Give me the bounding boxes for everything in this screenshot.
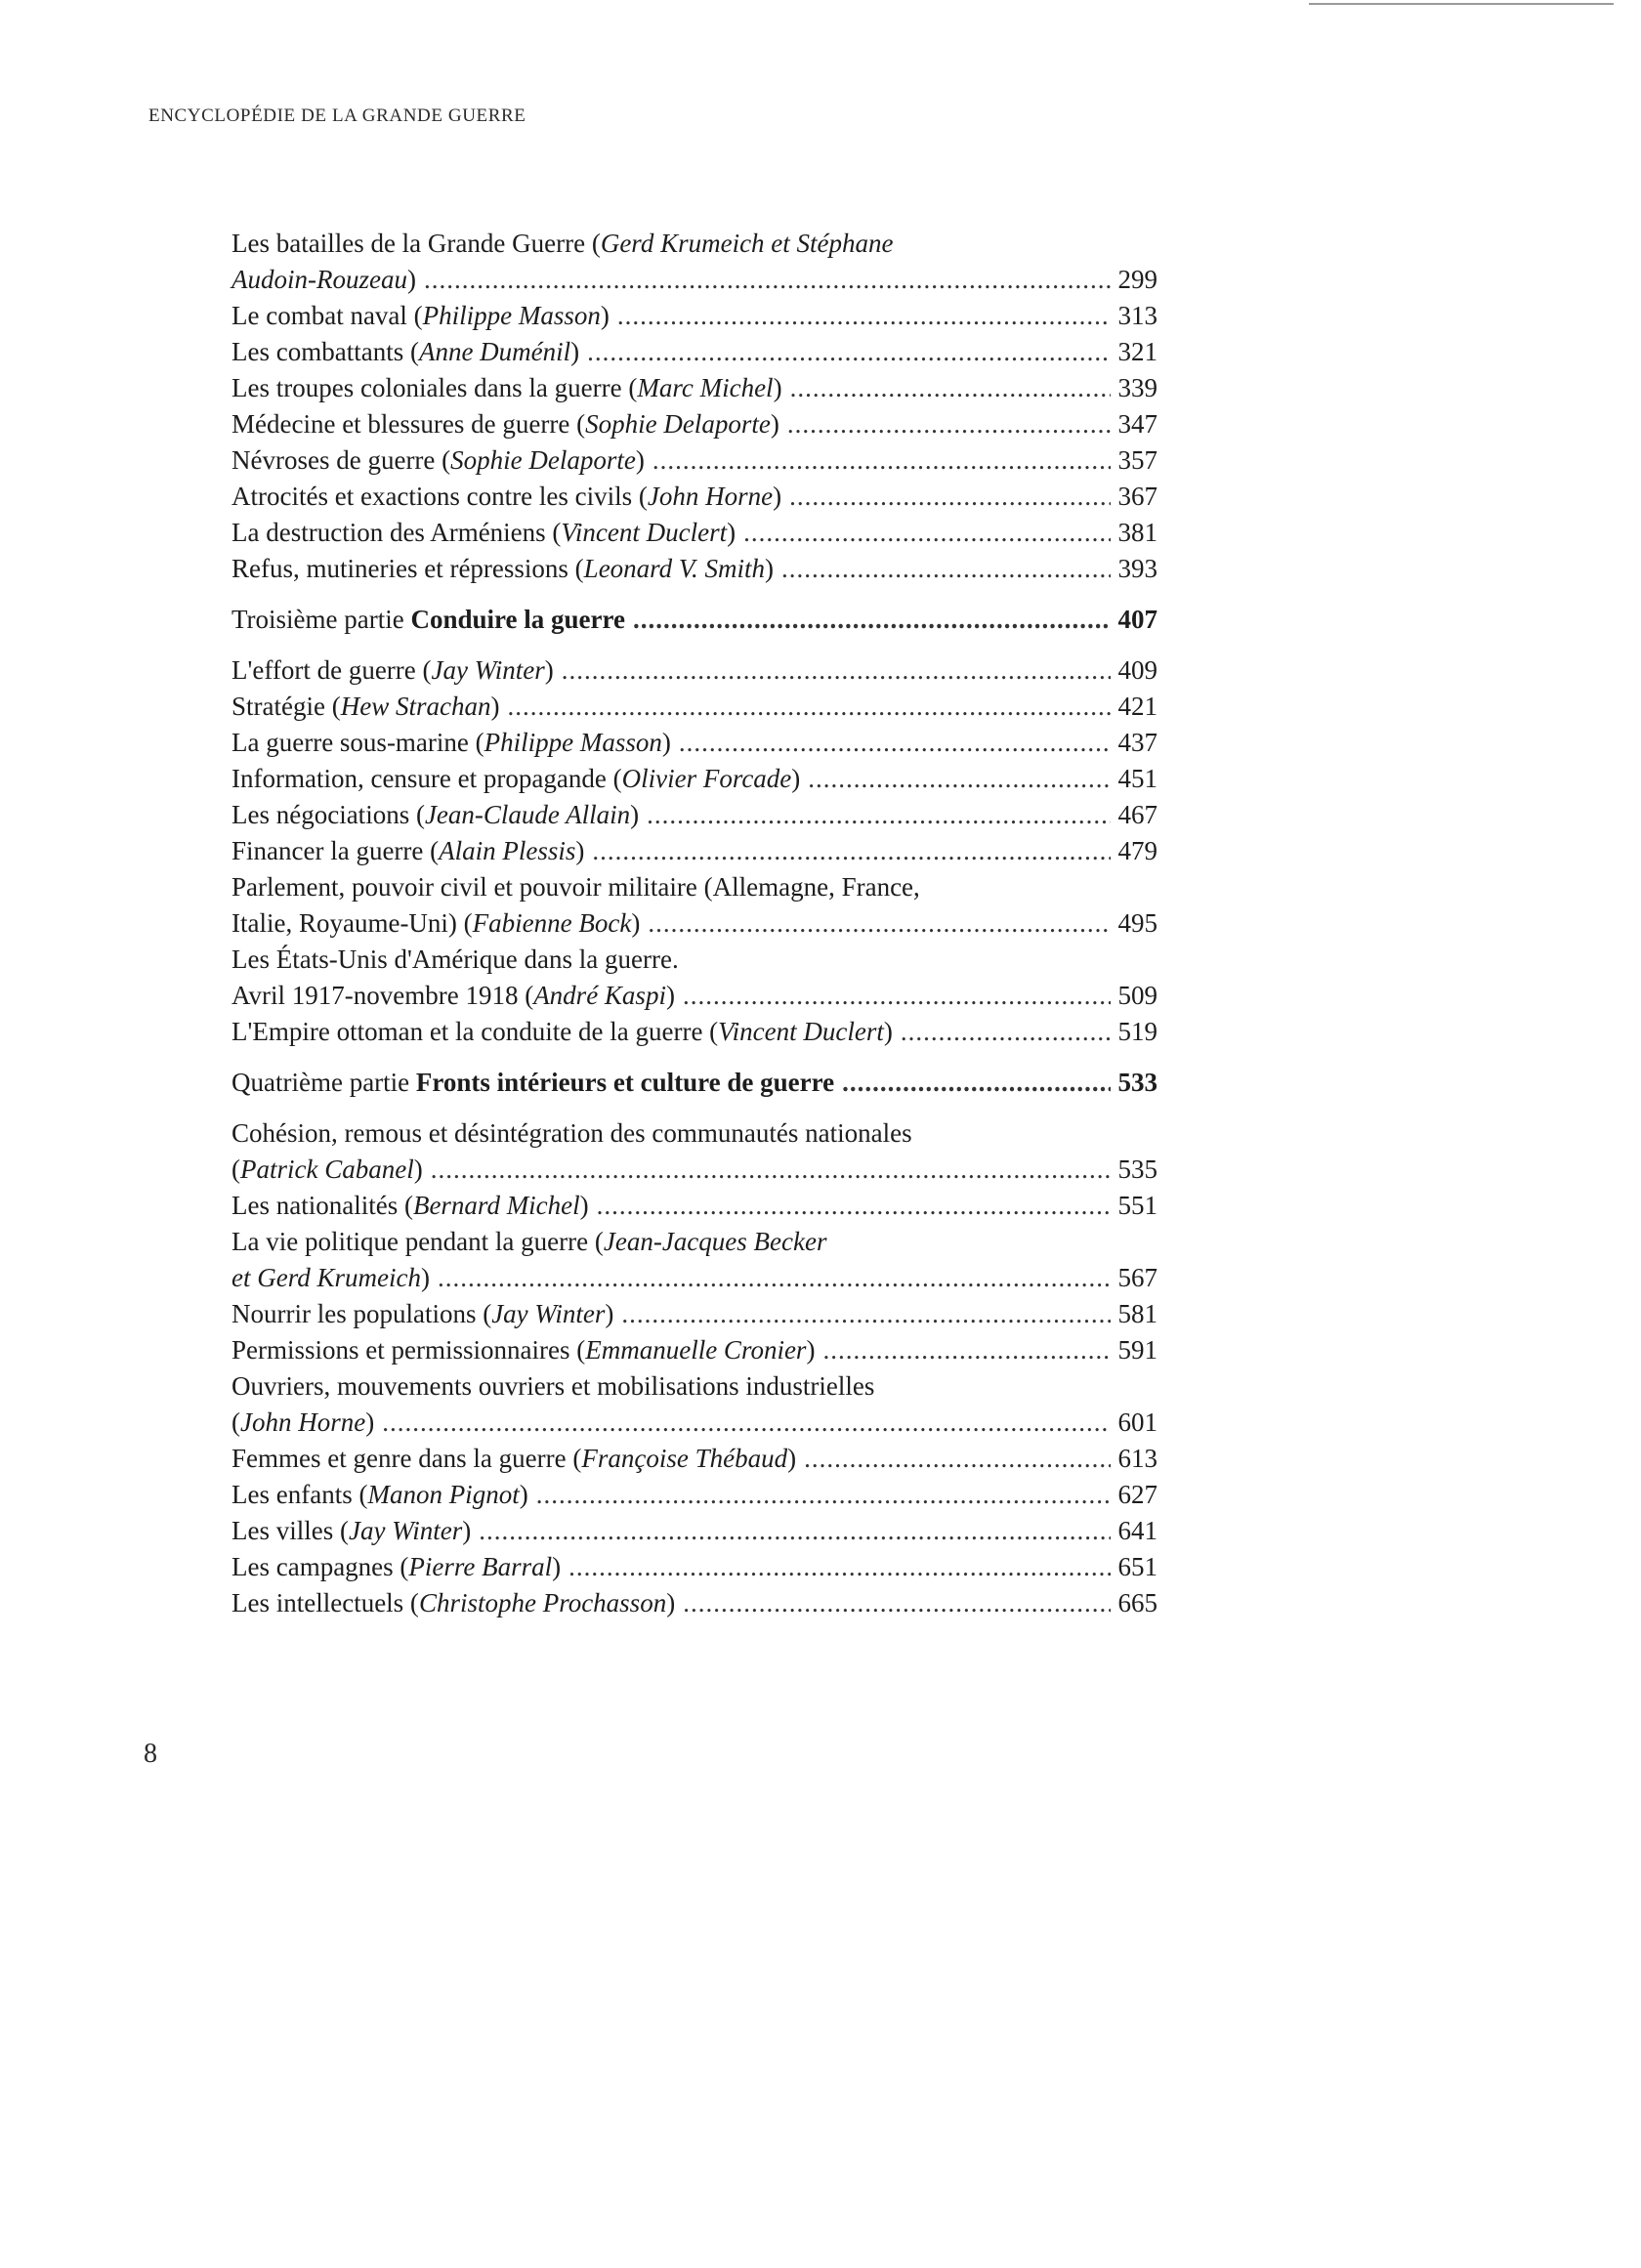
- dot-leader: [743, 515, 1110, 551]
- entry-title: Ouvriers, mouvements ouvriers et mobilisations industrielles: [231, 1371, 875, 1401]
- toc-entry-lead: [231, 551, 774, 587]
- part-title: Fronts intérieurs et culture de guerre: [415, 1068, 835, 1097]
- toc-entry: [231, 442, 1157, 479]
- entry-title: Les négociations (: [231, 800, 425, 829]
- entry-paren: ): [770, 409, 779, 439]
- toc-entry: [231, 479, 1157, 515]
- entry-paren: ): [413, 1155, 423, 1184]
- toc-entry: [231, 833, 1157, 869]
- dot-leader: [587, 334, 1110, 370]
- entry-author: Jay Winter: [491, 1299, 606, 1328]
- dot-leader: [633, 602, 1111, 638]
- toc-entry-lead: [231, 1332, 815, 1368]
- entry-title: Permissions et permissionnaires (: [231, 1335, 586, 1365]
- toc-entry-line: [231, 689, 1157, 725]
- dot-leader: [479, 1513, 1110, 1549]
- toc-entry-line: [231, 1014, 1157, 1050]
- scan-edge-rule: [1309, 3, 1614, 5]
- toc-entry: [231, 1477, 1157, 1513]
- toc-entry-first-line: [231, 942, 1157, 978]
- entry-page-number: 613: [1117, 1444, 1157, 1473]
- toc-entry-line: [231, 978, 1157, 1014]
- entry-page-number: 651: [1117, 1552, 1157, 1581]
- part-heading: [231, 602, 1157, 638]
- entry-page-number: 519: [1117, 1017, 1157, 1046]
- toc-entry-line: [231, 1188, 1157, 1224]
- entry-author: Jean-Jacques Becker: [603, 1227, 827, 1256]
- toc-entry-lead: [231, 262, 416, 298]
- entry-title: Refus, mutineries et répressions (: [231, 554, 584, 583]
- entry-page-number: 381: [1117, 518, 1157, 547]
- toc-entry: [231, 1549, 1157, 1585]
- toc-entry-line: [231, 515, 1157, 551]
- entry-page-number: 467: [1117, 800, 1157, 829]
- toc-entry: [231, 652, 1157, 689]
- toc-entry-lead: [231, 1014, 893, 1050]
- entry-page-number: 591: [1117, 1335, 1157, 1365]
- entry-author: Audoin-Rouzeau: [231, 265, 407, 294]
- dot-leader: [808, 761, 1110, 797]
- toc-entry-line: [231, 406, 1157, 442]
- part-page-number: 533: [1117, 1068, 1157, 1097]
- toc-entry-lead: [231, 797, 639, 833]
- toc-entry-line: [231, 370, 1157, 406]
- toc-entry-line: [231, 797, 1157, 833]
- toc-entry-lead: [231, 689, 499, 725]
- toc-entry-lead: [231, 334, 579, 370]
- toc-entry-lead: [231, 515, 736, 551]
- entry-paren: ): [406, 265, 416, 294]
- part-heading-lead: [231, 1065, 834, 1101]
- entry-page-number: 495: [1117, 908, 1157, 938]
- entry-paren: ): [552, 1552, 562, 1581]
- entry-author: Jay Winter: [348, 1516, 463, 1545]
- entry-page-number: 665: [1117, 1588, 1157, 1617]
- entry-title: Parlement, pouvoir civil et pouvoir militaire (Allemagne, France,: [231, 872, 920, 902]
- dot-leader: [592, 833, 1110, 869]
- entry-author: Anne Duménil: [418, 337, 571, 366]
- entry-author: Manon Pignot: [367, 1480, 520, 1509]
- toc-entry-first-line: [231, 1368, 1157, 1405]
- dot-leader: [804, 1441, 1110, 1477]
- toc-entry: [231, 1368, 1157, 1441]
- toc-entry-lead: [231, 833, 584, 869]
- part-heading-line: [231, 1065, 1157, 1101]
- toc-entry-lead: [231, 442, 645, 479]
- toc-entry-line: [231, 833, 1157, 869]
- dot-leader: [652, 442, 1111, 479]
- entry-page-number: 567: [1117, 1263, 1157, 1292]
- entry-page-number: 339: [1117, 373, 1157, 402]
- toc-entry-line: [231, 652, 1157, 689]
- dot-leader: [431, 1152, 1111, 1188]
- toc-entry-line: [231, 298, 1157, 334]
- entry-page-number: 357: [1117, 445, 1157, 475]
- entry-page-number: 479: [1117, 836, 1157, 865]
- entry-page-number: 581: [1117, 1299, 1157, 1328]
- part-title: Conduire la guerre: [410, 605, 625, 634]
- entry-page-number: 299: [1117, 265, 1157, 294]
- entry-author: John Horne: [240, 1407, 366, 1437]
- toc-entry-lead: [231, 1260, 430, 1296]
- toc-entry: [231, 1441, 1157, 1477]
- entry-paren: ): [666, 1588, 676, 1617]
- entry-paren: ): [727, 518, 736, 547]
- entry-paren: ): [661, 728, 671, 757]
- toc-entry-lead: [231, 652, 554, 689]
- toc-entry-lead: [231, 978, 675, 1014]
- toc-entry: [231, 370, 1157, 406]
- entry-title: Stratégie (: [231, 692, 341, 721]
- toc-entry: [231, 298, 1157, 334]
- entry-author: Patrick Cabanel: [240, 1155, 414, 1184]
- dot-leader: [424, 262, 1111, 298]
- dot-leader: [683, 978, 1111, 1014]
- entry-author: Christophe Prochasson: [418, 1588, 667, 1617]
- toc-entry: [231, 1513, 1157, 1549]
- dot-leader: [597, 1188, 1111, 1224]
- section-gap: [231, 1050, 1157, 1065]
- toc-entry: [231, 406, 1157, 442]
- entry-author: Philippe Masson: [484, 728, 662, 757]
- entry-author: Sophie Delaporte: [450, 445, 636, 475]
- toc-entry-lead: [231, 1152, 423, 1188]
- entry-author: Gerd Krumeich et Stéphane: [600, 229, 894, 258]
- part-page-number: 407: [1117, 605, 1157, 634]
- entry-paren: ): [605, 1299, 614, 1328]
- entry-title: L'effort de guerre (: [231, 655, 432, 685]
- entry-title: L'Empire ottoman et la conduite de la guerre (: [231, 1017, 719, 1046]
- dot-leader: [822, 1332, 1110, 1368]
- toc-entry-line: [231, 1152, 1157, 1188]
- entry-page-number: 321: [1117, 337, 1157, 366]
- toc-entry-line: [231, 905, 1157, 942]
- toc-entry-first-line-text: [231, 1368, 874, 1405]
- entry-paren: ): [635, 445, 645, 475]
- entry-title: Les nationalités (: [231, 1191, 413, 1220]
- toc-entry-line: [231, 761, 1157, 797]
- entry-paren: ): [764, 554, 774, 583]
- entry-title: Cohésion, remous et désintégration des communautés nationales: [231, 1118, 912, 1148]
- toc-entry-lead: [231, 761, 800, 797]
- entry-author: Leonard V. Smith: [583, 554, 765, 583]
- entry-page-number: 509: [1117, 981, 1157, 1010]
- toc-entry: [231, 761, 1157, 797]
- entry-page-number: 641: [1117, 1516, 1157, 1545]
- toc-entry-line: [231, 1405, 1157, 1441]
- entry-paren: ): [883, 1017, 893, 1046]
- toc-entry-lead: [231, 725, 671, 761]
- entry-title: Les enfants (: [231, 1480, 368, 1509]
- entry-author: Hew Strachan: [340, 692, 491, 721]
- entry-paren: ): [773, 373, 782, 402]
- toc-entry-line: [231, 1513, 1157, 1549]
- entry-paren: ): [665, 981, 675, 1010]
- entry-author: Vincent Duclert: [718, 1017, 884, 1046]
- dot-leader: [790, 370, 1111, 406]
- dot-leader: [507, 689, 1110, 725]
- toc-entry-lead: [231, 1296, 613, 1332]
- toc-entry: [231, 1014, 1157, 1050]
- toc-entry: [231, 1224, 1157, 1296]
- section-gap: [231, 1101, 1157, 1115]
- entry-author: Alain Plessis: [439, 836, 576, 865]
- toc-entry-lead: [231, 1188, 589, 1224]
- entry-page-number: 367: [1117, 482, 1157, 511]
- dot-leader: [438, 1260, 1111, 1296]
- entry-paren: ): [631, 908, 641, 938]
- entry-paren: ): [570, 337, 580, 366]
- entry-paren: (: [231, 1407, 240, 1437]
- toc-entry: [231, 869, 1157, 942]
- dot-leader: [568, 1549, 1110, 1585]
- toc-entry-first-line-text: [231, 226, 894, 262]
- entry-paren: ): [773, 482, 782, 511]
- entry-author: Emmanuelle Cronier: [585, 1335, 807, 1365]
- entry-paren: ): [575, 836, 585, 865]
- entry-paren: ): [787, 1444, 797, 1473]
- toc-entry-line: [231, 1296, 1157, 1332]
- entry-author: et Gerd Krumeich: [231, 1263, 421, 1292]
- entry-paren: ): [806, 1335, 816, 1365]
- entry-author: Sophie Delaporte: [585, 409, 771, 439]
- entry-paren: ): [420, 1263, 430, 1292]
- entry-title: Les villes (: [231, 1516, 349, 1545]
- toc-entry: [231, 1332, 1157, 1368]
- entry-title: Italie, Royaume-Uni) (: [231, 908, 473, 938]
- table-of-contents: [231, 226, 1157, 1621]
- entry-paren: ): [630, 800, 640, 829]
- entry-paren: ): [544, 655, 554, 685]
- toc-entry-lead: [231, 905, 640, 942]
- toc-entry-first-line: [231, 1224, 1157, 1260]
- entry-author: Bernard Michel: [412, 1191, 580, 1220]
- entry-page-number: 421: [1117, 692, 1157, 721]
- entry-title: Les États-Unis d'Amérique dans la guerre.: [231, 945, 679, 974]
- toc-entry-lead: [231, 1549, 561, 1585]
- entry-paren: ): [600, 301, 610, 330]
- toc-entry-lead: [231, 298, 610, 334]
- part-heading-lead: [231, 602, 625, 638]
- toc-entry: [231, 1188, 1157, 1224]
- toc-entry: [231, 797, 1157, 833]
- toc-entry-first-line-text: [231, 1224, 826, 1260]
- entry-paren: ): [490, 692, 500, 721]
- toc-entry: [231, 1296, 1157, 1332]
- toc-entry-first-line: [231, 226, 1157, 262]
- part-heading-line: [231, 602, 1157, 638]
- entry-title: La vie politique pendant la guerre (: [231, 1227, 604, 1256]
- dot-leader: [382, 1405, 1110, 1441]
- toc-entry-line: [231, 262, 1157, 298]
- toc-entry: [231, 942, 1157, 1014]
- entry-title: Les campagnes (: [231, 1552, 409, 1581]
- entry-author: John Horne: [647, 482, 774, 511]
- entry-title: Les troupes coloniales dans la guerre (: [231, 373, 638, 402]
- toc-entry-line: [231, 1260, 1157, 1296]
- toc-entry-lead: [231, 1441, 796, 1477]
- entry-page-number: 601: [1117, 1407, 1157, 1437]
- dot-leader: [647, 797, 1110, 833]
- entry-title: Atrocités et exactions contre les civils (: [231, 482, 648, 511]
- entry-title: Les batailles de la Grande Guerre (: [231, 229, 601, 258]
- dot-leader: [621, 1296, 1110, 1332]
- entry-page-number: 313: [1117, 301, 1157, 330]
- entry-title: Les combattants (: [231, 337, 419, 366]
- toc-entry-line: [231, 1477, 1157, 1513]
- entry-page-number: 393: [1117, 554, 1157, 583]
- part-heading: [231, 1065, 1157, 1101]
- entry-author: André Kaspi: [533, 981, 666, 1010]
- section-gap: [231, 587, 1157, 602]
- entry-page-number: 451: [1117, 764, 1157, 793]
- entry-paren: (: [231, 1155, 240, 1184]
- entry-title: Les intellectuels (: [231, 1588, 419, 1617]
- toc-entry-first-line-text: [231, 1115, 912, 1152]
- toc-entry-line: [231, 1549, 1157, 1585]
- part-label: Troisième partie: [231, 605, 411, 634]
- toc-entry-line: [231, 551, 1157, 587]
- entry-author: Pierre Barral: [408, 1552, 553, 1581]
- toc-entry-line: [231, 334, 1157, 370]
- section-gap: [231, 638, 1157, 652]
- entry-author: Vincent Duclert: [561, 518, 728, 547]
- toc-entry-first-line-text: [231, 942, 679, 978]
- toc-entry: [231, 1115, 1157, 1188]
- entry-title: Information, censure et propagande (: [231, 764, 622, 793]
- toc-entry-lead: [231, 370, 782, 406]
- dot-leader: [683, 1585, 1110, 1621]
- entry-title: Nourrir les populations (: [231, 1299, 492, 1328]
- entry-author: Philippe Masson: [422, 301, 601, 330]
- dot-leader: [781, 551, 1111, 587]
- entry-paren: ): [462, 1516, 472, 1545]
- toc-entry-lead: [231, 406, 779, 442]
- toc-entry-line: [231, 1332, 1157, 1368]
- entry-paren: ): [519, 1480, 528, 1509]
- page-number: 8: [144, 1739, 157, 1769]
- entry-page-number: 551: [1117, 1191, 1157, 1220]
- entry-page-number: 437: [1117, 728, 1157, 757]
- entry-title: La destruction des Arméniens (: [231, 518, 562, 547]
- dot-leader: [536, 1477, 1111, 1513]
- toc-entry-lead: [231, 1513, 471, 1549]
- toc-entry: [231, 551, 1157, 587]
- toc-entry-lead: [231, 1405, 374, 1441]
- toc-entry-first-line-text: [231, 869, 920, 905]
- toc-entry-line: [231, 725, 1157, 761]
- entry-title: Financer la guerre (: [231, 836, 440, 865]
- entry-page-number: 535: [1117, 1155, 1157, 1184]
- toc-entry-line: [231, 1585, 1157, 1621]
- toc-entry-first-line: [231, 1115, 1157, 1152]
- dot-leader: [842, 1065, 1110, 1101]
- running-head: ENCYCLOPÉDIE DE LA GRANDE GUERRE: [148, 105, 526, 126]
- toc-entry: [231, 689, 1157, 725]
- toc-entry-line: [231, 442, 1157, 479]
- part-label: Quatrième partie: [231, 1068, 416, 1097]
- entry-title: Avril 1917-novembre 1918 (: [231, 981, 534, 1010]
- toc-entry: [231, 1585, 1157, 1621]
- entry-title: Femmes et genre dans la guerre (: [231, 1444, 582, 1473]
- entry-title: Névroses de guerre (: [231, 445, 451, 475]
- toc-entry-lead: [231, 479, 781, 515]
- entry-title: La guerre sous-marine (: [231, 728, 484, 757]
- toc-entry-first-line: [231, 869, 1157, 905]
- entry-page-number: 627: [1117, 1480, 1157, 1509]
- entry-paren: ): [365, 1407, 375, 1437]
- entry-page-number: 409: [1117, 655, 1157, 685]
- entry-paren: ): [791, 764, 801, 793]
- dot-leader: [789, 479, 1110, 515]
- toc-entry-line: [231, 1441, 1157, 1477]
- toc-entry: [231, 725, 1157, 761]
- entry-author: Fabienne Bock: [472, 908, 632, 938]
- entry-author: Jean-Claude Allain: [424, 800, 631, 829]
- entry-title: Le combat naval (: [231, 301, 423, 330]
- toc-entry-line: [231, 479, 1157, 515]
- toc-entry-lead: [231, 1477, 528, 1513]
- dot-leader: [617, 298, 1111, 334]
- entry-paren: ): [579, 1191, 589, 1220]
- toc-entry-lead: [231, 1585, 675, 1621]
- entry-title: Médecine et blessures de guerre (: [231, 409, 586, 439]
- entry-page-number: 347: [1117, 409, 1157, 439]
- toc-entry: [231, 226, 1157, 298]
- dot-leader: [648, 905, 1110, 942]
- entry-author: Olivier Forcade: [621, 764, 792, 793]
- toc-entry: [231, 515, 1157, 551]
- toc-entry: [231, 334, 1157, 370]
- dot-leader: [901, 1014, 1111, 1050]
- dot-leader: [562, 652, 1111, 689]
- dot-leader: [679, 725, 1111, 761]
- dot-leader: [787, 406, 1111, 442]
- entry-author: Jay Winter: [431, 655, 545, 685]
- entry-author: Françoise Thébaud: [581, 1444, 788, 1473]
- entry-author: Marc Michel: [637, 373, 774, 402]
